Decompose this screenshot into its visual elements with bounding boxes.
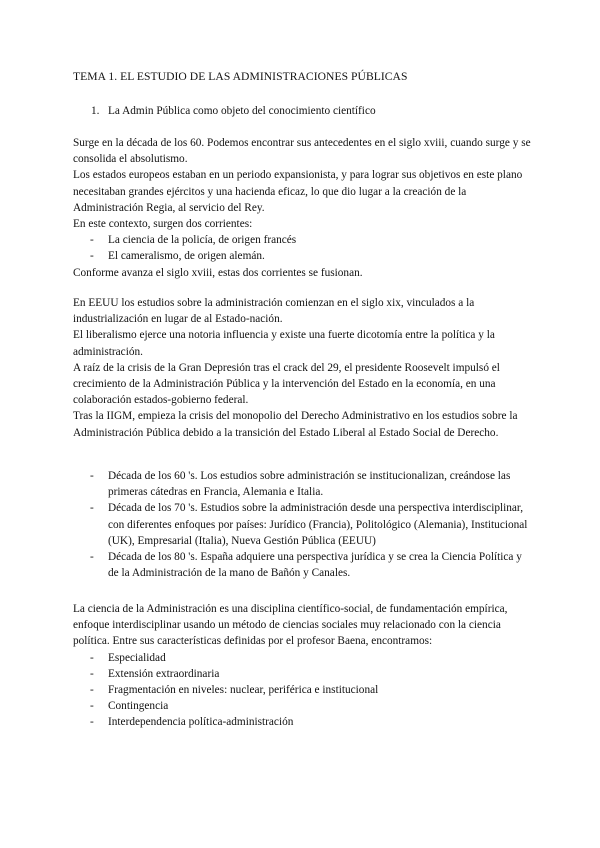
paragraph: Surge en la década de los 60. Podemos encontrar sus antecedentes en el siglo xviii, cuando surge y se consolida el absolutismo. [73, 137, 531, 166]
section-origins [73, 135, 533, 281]
currents-list [73, 232, 533, 264]
list-item: - Fragmentación en niveles: nuclear, periférica e institucional [73, 682, 533, 698]
section-usa [73, 295, 533, 441]
paragraph: En EEUU los estudios sobre la administración comienzan en el siglo xix, vinculados a la industrialización en lugar de al Estado-nación. [73, 297, 475, 326]
page-title: TEMA 1. EL ESTUDIO DE LAS ADMINISTRACIONES PÚBLICAS [73, 70, 408, 83]
paragraph: Los estados europeos estaban en un periodo expansionista, y para lograr sus objetivos en este plano necesitaban grandes ejércitos y una hacienda eficaz, lo que dio lugar a la creación de la Administración Regia, al servicio del Rey. [73, 169, 523, 214]
list-item: - Especialidad [73, 650, 533, 666]
list-item: - Extensión extraordinaria [73, 666, 533, 682]
heading-number: 1. [91, 105, 100, 117]
heading-text: La Admin Pública como objeto del conocimiento científico [108, 105, 376, 117]
list-item: - Década de los 70 's. Estudios sobre la administración desde una perspectiva interdisciplinar, con diferentes enfoques por países: Jurídico (Francia), Politológico (Alemania), Institucional (UK), Empresarial (Italia), Nueva Gestión Pública (EEUU) [73, 500, 533, 549]
section-heading [91, 103, 531, 119]
characteristics-list [73, 650, 533, 731]
list-item: - Década de los 60 's. Los estudios sobre administración se institucionalizan, creándose las primeras cátedras en Francia, Alemania e Italia. [73, 468, 533, 500]
paragraph: Conforme avanza el siglo xviii, estas dos corrientes se fusionan. [73, 266, 363, 279]
list-item: - Década de los 80 's. España adquiere una perspectiva jurídica y se crea la Ciencia Política y de la Administración de la mano de Bañón y Canales. [73, 549, 533, 581]
paragraph: La ciencia de la Administración es una disciplina científico-social, de fundamentación empírica, enfoque interdisciplinar usando un método de ciencias sociales muy relacionado con la ciencia política. Entre sus características definidas por el profesor Baena, encontramos: [73, 603, 508, 648]
list-item: - Contingencia [73, 698, 533, 714]
paragraph: Tras la IIGM, empieza la crisis del monopolio del Derecho Administrativo en los estudios sobre la Administración Pública debido a la transición del Estado Liberal al Estado Social de Derecho. [73, 410, 518, 439]
list-item: - El cameralismo, de origen alemán. [73, 248, 533, 264]
paragraph: En este contexto, surgen dos corrientes: [73, 218, 253, 231]
decades-list [73, 468, 533, 581]
section-decades [73, 468, 533, 581]
list-item: - La ciencia de la policía, de origen francés [73, 232, 533, 248]
section-characteristics [73, 601, 533, 731]
paragraph: A raíz de la crisis de la Gran Depresión tras el crack del 29, el presidente Roosevelt impulsó el crecimiento de la Administración Pública y la intervención del Estado en la economía, en una colaboración estados-gobierno federal. [73, 361, 500, 407]
paragraph: El liberalismo ejerce una notoria influencia y existe una fuerte dicotomía entre la política y la administración. [73, 329, 495, 358]
list-item: - Interdependencia política-administración [73, 714, 533, 730]
